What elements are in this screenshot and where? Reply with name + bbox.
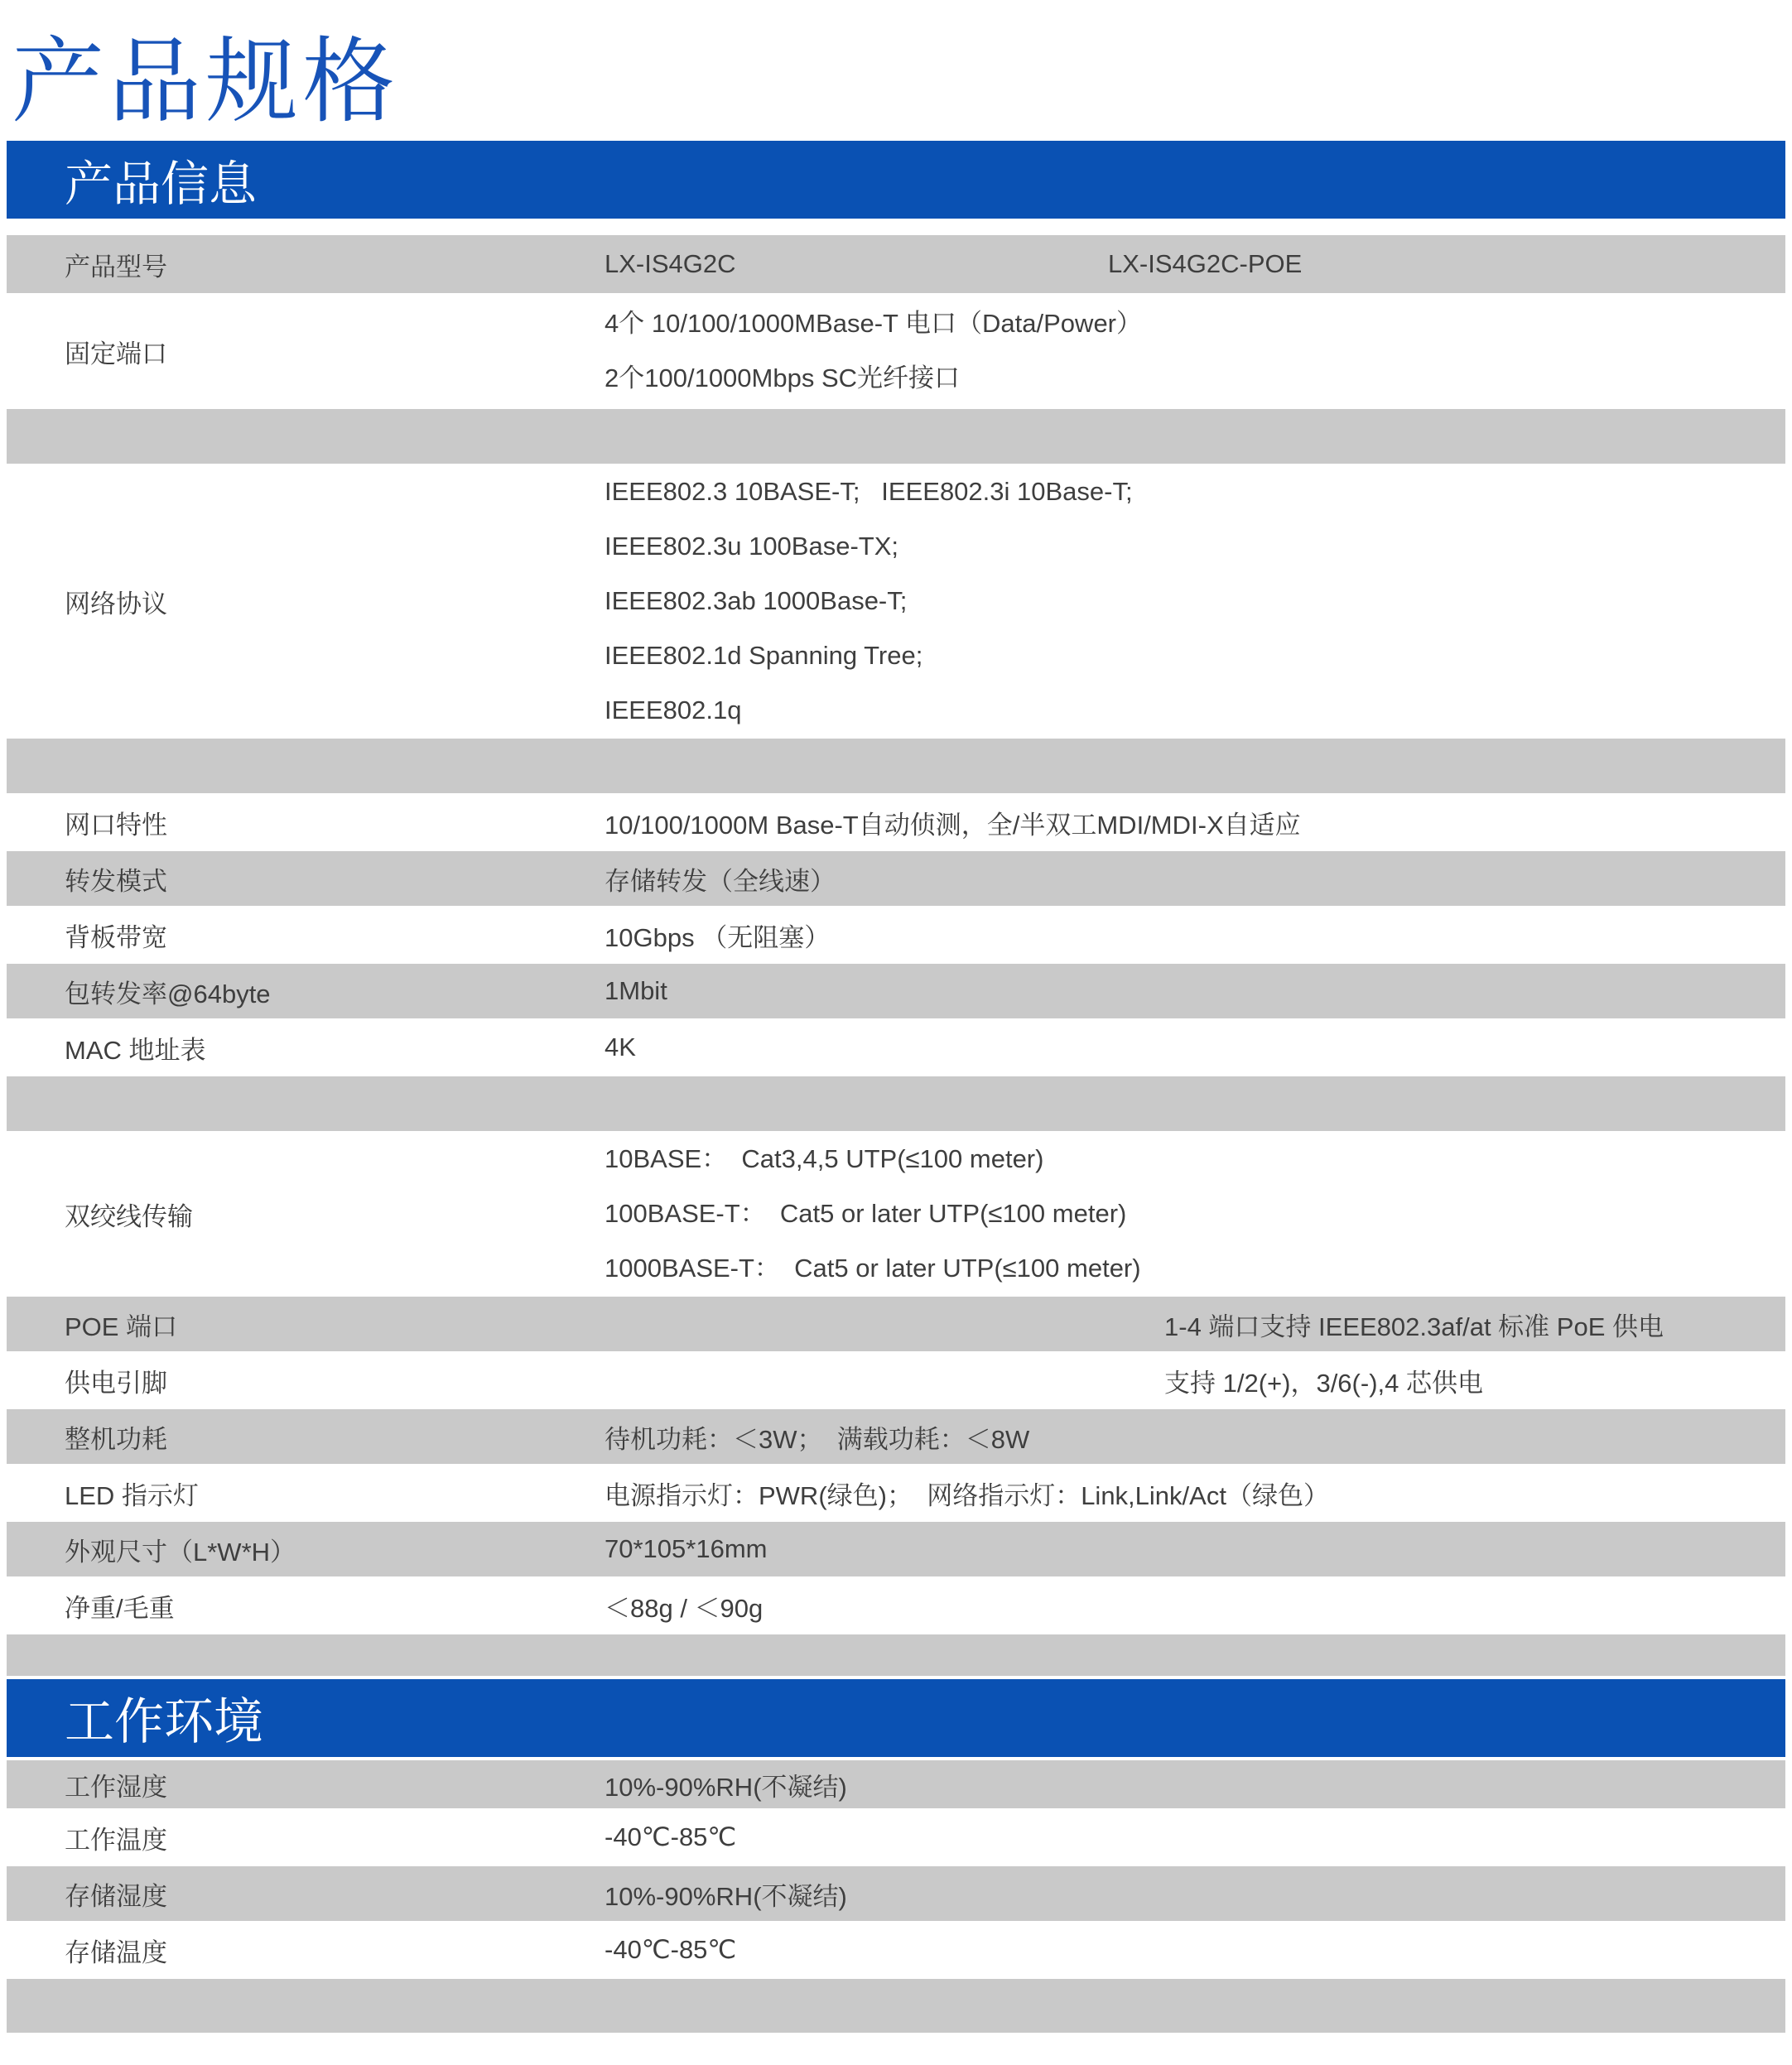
row-value: 10/100/1000M Base-T自动侦测，全/半双工MDI/MDI-X自适应 [605, 810, 1301, 840]
row-label: 产品型号 [65, 252, 167, 282]
row-label: 供电引脚 [65, 1368, 167, 1398]
row-label: 整机功耗 [65, 1424, 167, 1454]
separator-band [7, 409, 1785, 464]
row-value: 10Gbps （无阻塞） [605, 922, 831, 952]
row-label: 转发模式 [65, 866, 167, 896]
row-value: 1Mbit [605, 976, 667, 1005]
spec-row-working-humidity [7, 1760, 1785, 1808]
spec-row-twisted-pair [7, 1131, 1785, 1297]
spec-row-port-features [7, 793, 1785, 851]
row-value: ＜88g / ＜90g [605, 1593, 764, 1623]
row-label: 净重/毛重 [65, 1593, 175, 1623]
row-label: 工作湿度 [65, 1772, 167, 1802]
row-value: -40℃-85℃ [605, 1822, 737, 1851]
value-line: 2个100/1000Mbps SC光纤接口 [605, 363, 961, 392]
value-line: IEEE802.3ab 1000Base-T; [605, 586, 908, 615]
spec-row-poe-ports [7, 1297, 1785, 1351]
row-value: 支持 1/2(+)，3/6(-),4 芯供电 [1164, 1368, 1483, 1398]
row-value: 电源指示灯：PWR(绿色)； 网络指示灯：Link,Link/Act（绿色） [605, 1480, 1329, 1510]
spec-row-weight [7, 1576, 1785, 1634]
row-value [605, 464, 1785, 739]
spec-row-backplane-bandwidth [7, 906, 1785, 964]
value-line: IEEE802.3u 100Base-TX; [605, 532, 899, 561]
section-header-working-env [7, 1679, 1785, 1757]
value-line: 4个 10/100/1000MBase-T 电口（Data/Power） [605, 309, 1143, 338]
row-label: 网口特性 [65, 810, 167, 840]
row-label: LED 指示灯 [65, 1480, 199, 1510]
value-line: IEEE802.1q [605, 696, 742, 724]
row-value: 存储转发（全线速） [605, 866, 836, 896]
row-value: -40℃-85℃ [605, 1935, 737, 1964]
row-label: 背板带宽 [65, 922, 167, 952]
section-header-label: 工作环境 [65, 1694, 263, 1750]
page-title-block [0, 0, 1792, 141]
row-label: 工作温度 [65, 1825, 167, 1855]
row-label: 存储湿度 [65, 1881, 167, 1911]
spec-row-storage-temperature [7, 1921, 1785, 1979]
separator-band [7, 1979, 1785, 2033]
separator-band [7, 739, 1785, 793]
value-line: IEEE802.1d Spanning Tree; [605, 641, 923, 670]
spec-row-forwarding-mode [7, 851, 1785, 906]
spec-row-power-pins [7, 1351, 1785, 1409]
section-header-product-info [7, 141, 1785, 219]
spec-row-working-temperature [7, 1808, 1785, 1866]
row-values [605, 235, 1785, 293]
separator-band [7, 1634, 1785, 1676]
page-title: 产品规格 [12, 30, 399, 134]
value-line: IEEE802.3 10BASE-T; IEEE802.3i 10Base-T; [605, 477, 1133, 506]
spec-row-dimensions [7, 1522, 1785, 1576]
row-value: 待机功耗：＜3W； 满载功耗：＜8W [605, 1424, 1030, 1454]
spec-row-mac-table [7, 1018, 1785, 1076]
row-value: 10%-90%RH(不凝结) [605, 1772, 847, 1802]
spec-row-protocols [7, 464, 1785, 739]
row-label: POE 端口 [65, 1312, 178, 1341]
model-name-2: LX-IS4G2C-POE [1108, 249, 1303, 278]
value-line: 10BASE： Cat3,4,5 UTP(≤100 meter) [605, 1144, 1044, 1173]
spec-row-power-consumption [7, 1409, 1785, 1464]
row-label: MAC 地址表 [65, 1035, 206, 1065]
value-line: 100BASE-T： Cat5 or later UTP(≤100 meter) [605, 1199, 1127, 1228]
row-label: 包转发率@64byte [65, 979, 271, 1008]
spec-row-led-indicators [7, 1464, 1785, 1522]
row-label: 存储温度 [65, 1937, 167, 1967]
model-name-1: LX-IS4G2C [605, 249, 736, 278]
spec-row-packet-forwarding-rate [7, 964, 1785, 1018]
row-value: 70*105*16mm [605, 1534, 768, 1563]
row-label: 双绞线传输 [65, 1201, 193, 1231]
spec-row-fixed-ports [7, 293, 1785, 409]
row-value [605, 293, 1785, 409]
row-label: 固定端口 [65, 339, 167, 368]
spec-row-product-model [7, 235, 1785, 293]
row-value [605, 1131, 1785, 1297]
section-header-label: 产品信息 [65, 157, 258, 211]
spec-row-storage-humidity [7, 1866, 1785, 1921]
row-label: 网络协议 [65, 589, 167, 619]
row-value: 4K [605, 1032, 636, 1061]
row-value: 10%-90%RH(不凝结) [605, 1881, 847, 1911]
value-line: 1000BASE-T： Cat5 or later UTP(≤100 meter) [605, 1254, 1141, 1283]
separator-band [7, 1076, 1785, 1131]
row-label: 外观尺寸（L*W*H） [65, 1537, 296, 1567]
row-value: 1-4 端口支持 IEEE802.3af/at 标准 PoE 供电 [1164, 1312, 1664, 1341]
